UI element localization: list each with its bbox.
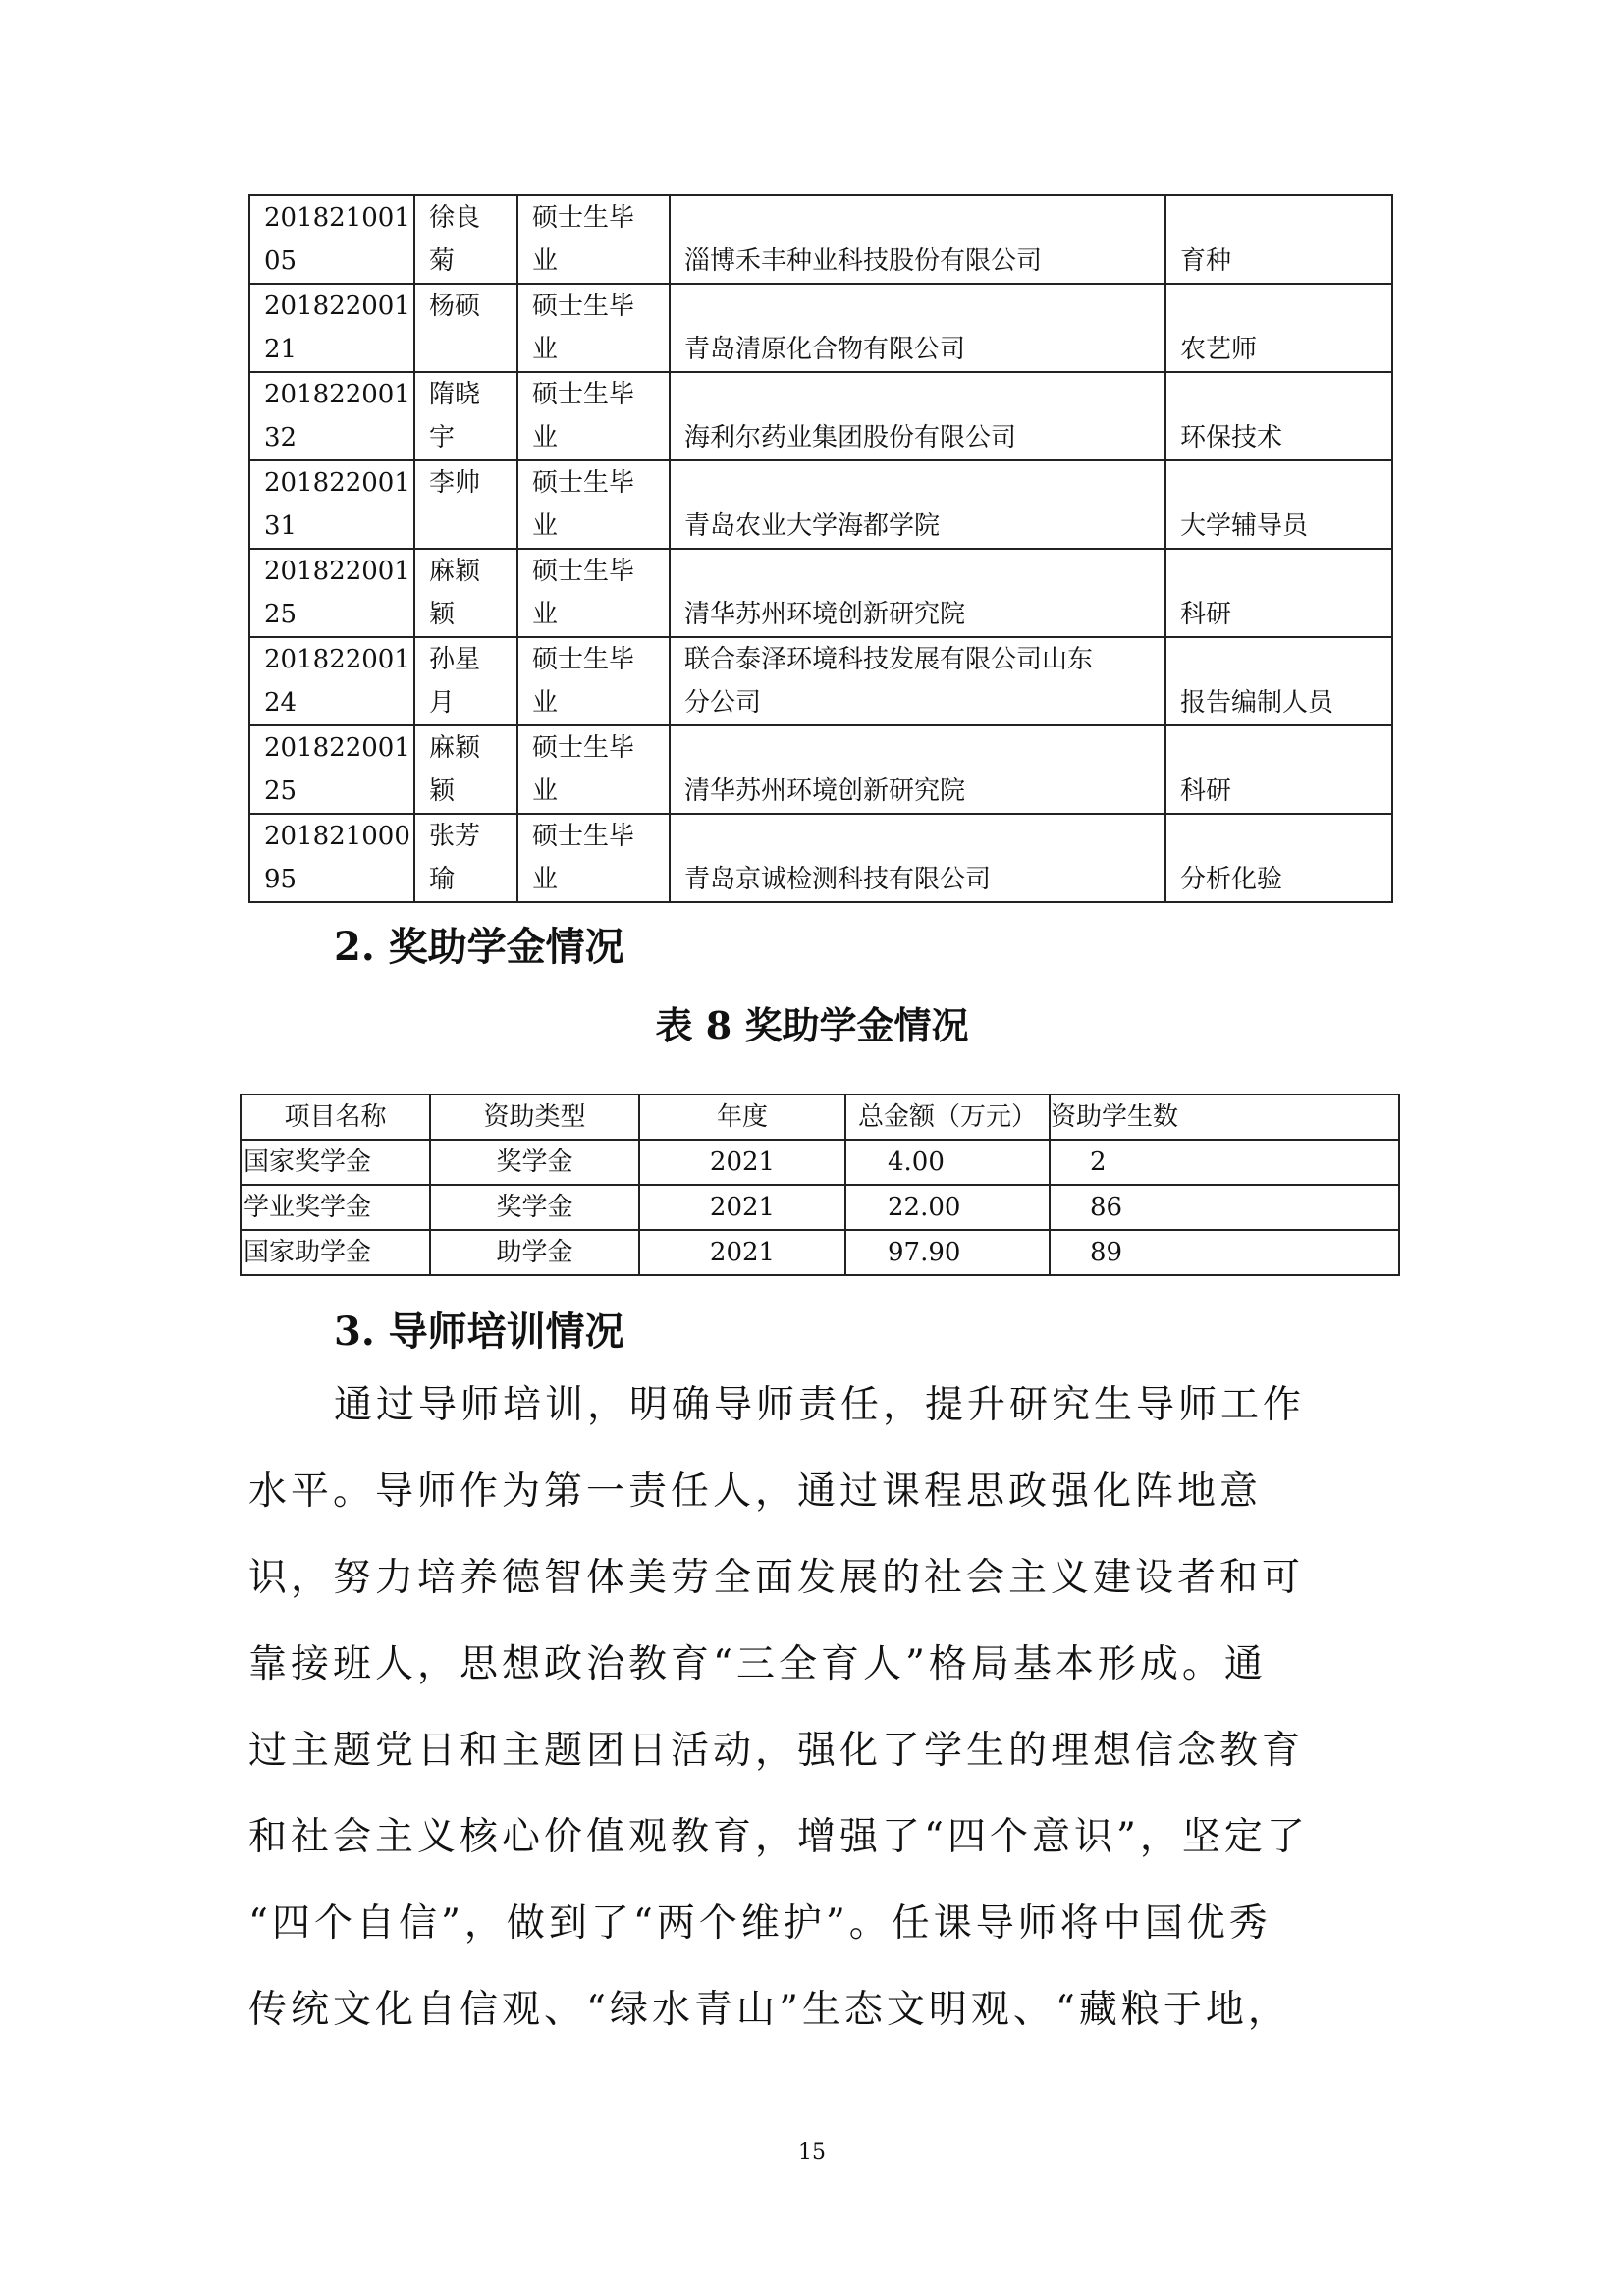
cell-funding-type: 奖学金	[430, 1140, 639, 1185]
cell-name: 李帅	[414, 460, 517, 549]
paragraph-line: 水平。导师作为第一责任人，通过课程思政强化阵地意	[248, 1469, 1263, 1514]
header-total-amount: 总金额（万元）	[845, 1095, 1050, 1140]
cell-year: 2021	[639, 1230, 845, 1275]
cell-project-name: 国家助学金	[241, 1230, 430, 1275]
cell-name: 隋晓 宇	[414, 372, 517, 460]
cell-position: 育种	[1165, 195, 1392, 284]
cell-student-count: 86	[1050, 1185, 1399, 1230]
cell-degree: 硕士生毕 业	[517, 725, 670, 814]
paragraph-line: 识，努力培养德智体美劳全面发展的社会主义建设者和可	[248, 1556, 1305, 1600]
cell-position: 分析化验	[1165, 814, 1392, 902]
cell-position: 科研	[1165, 549, 1392, 637]
header-year: 年度	[639, 1095, 845, 1140]
paragraph-line: 传统文化自信观、“绿水青山”生态文明观、“藏粮于地，	[248, 1988, 1290, 2032]
cell-position: 环保技术	[1165, 372, 1392, 460]
cell-position: 农艺师	[1165, 284, 1392, 372]
cell-student-count: 89	[1050, 1230, 1399, 1275]
cell-name: 麻颖 颖	[414, 549, 517, 637]
cell-degree: 硕士生毕 业	[517, 284, 670, 372]
cell-project-name: 学业奖学金	[241, 1185, 430, 1230]
cell-employer: 淄博禾丰种业科技股份有限公司	[670, 195, 1165, 284]
cell-employer: 清华苏州环境创新研究院	[670, 725, 1165, 814]
table-row	[249, 814, 1392, 902]
cell-name: 麻颖 颖	[414, 725, 517, 814]
cell-degree: 硕士生毕 业	[517, 637, 670, 725]
table-row	[249, 549, 1392, 637]
table-row	[241, 1230, 1399, 1275]
cell-funding-type: 奖学金	[430, 1185, 639, 1230]
table-row	[241, 1185, 1399, 1230]
table-row	[249, 725, 1392, 814]
cell-student-id: 201822001 31	[249, 460, 414, 549]
header-project-name: 项目名称	[241, 1095, 430, 1140]
cell-total-amount: 22.00	[845, 1185, 1050, 1230]
cell-degree: 硕士生毕 业	[517, 195, 670, 284]
cell-degree: 硕士生毕 业	[517, 814, 670, 902]
cell-name: 孙星 月	[414, 637, 517, 725]
cell-year: 2021	[639, 1140, 845, 1185]
section-2-heading: 2. 奖助学金情况	[334, 924, 624, 970]
cell-name: 徐良 菊	[414, 195, 517, 284]
table-header-row	[241, 1095, 1399, 1140]
table-row	[249, 460, 1392, 549]
header-student-count: 资助学生数	[1050, 1095, 1399, 1140]
cell-employer: 海利尔药业集团股份有限公司	[670, 372, 1165, 460]
cell-name: 张芳 瑜	[414, 814, 517, 902]
page-number: 15	[798, 2140, 826, 2164]
cell-total-amount: 97.90	[845, 1230, 1050, 1275]
cell-student-id: 201822001 21	[249, 284, 414, 372]
cell-position: 大学辅导员	[1165, 460, 1392, 549]
cell-degree: 硕士生毕 业	[517, 372, 670, 460]
paragraph-line: 靠接班人，思想政治教育“三全育人”格局基本形成。通	[248, 1642, 1267, 1686]
table-row	[249, 372, 1392, 460]
cell-student-count: 2	[1050, 1140, 1399, 1185]
cell-position: 科研	[1165, 725, 1392, 814]
cell-student-id: 201821000 95	[249, 814, 414, 902]
scholarship-table	[240, 1094, 1400, 1276]
paragraph-line: 过主题党日和主题团日活动，强化了学生的理想信念教育	[248, 1729, 1305, 1773]
cell-name: 杨硕	[414, 284, 517, 372]
cell-year: 2021	[639, 1185, 845, 1230]
cell-employer: 清华苏州环境创新研究院	[670, 549, 1165, 637]
cell-student-id: 201822001 24	[249, 637, 414, 725]
cell-degree: 硕士生毕 业	[517, 460, 670, 549]
cell-student-id: 201822001 25	[249, 725, 414, 814]
paragraph-line: 和社会主义核心价值观教育，增强了“四个意识”，坚定了	[248, 1815, 1309, 1859]
cell-employer: 青岛京诚检测科技有限公司	[670, 814, 1165, 902]
cell-project-name: 国家奖学金	[241, 1140, 430, 1185]
graduate-employment-table	[248, 194, 1393, 903]
cell-funding-type: 助学金	[430, 1230, 639, 1275]
table-row	[249, 195, 1392, 284]
cell-student-id: 201822001 25	[249, 549, 414, 637]
paragraph-line: 通过导师培训，明确导师责任，提升研究生导师工作	[334, 1383, 1306, 1427]
table-row	[241, 1140, 1399, 1185]
cell-student-id: 201821001 05	[249, 195, 414, 284]
cell-position: 报告编制人员	[1165, 637, 1392, 725]
cell-student-id: 201822001 32	[249, 372, 414, 460]
cell-employer: 青岛清原化合物有限公司	[670, 284, 1165, 372]
table-8-caption: 表 8 奖助学金情况	[655, 1003, 969, 1047]
header-funding-type: 资助类型	[430, 1095, 639, 1140]
cell-employer: 联合泰泽环境科技发展有限公司山东 分公司	[670, 637, 1165, 725]
section-3-heading: 3. 导师培训情况	[334, 1308, 624, 1355]
table-row	[249, 637, 1392, 725]
cell-degree: 硕士生毕 业	[517, 549, 670, 637]
table-row	[249, 284, 1392, 372]
cell-employer: 青岛农业大学海都学院	[670, 460, 1165, 549]
cell-total-amount: 4.00	[845, 1140, 1050, 1185]
paragraph-line: “四个自信”，做到了“两个维护”。任课导师将中国优秀	[248, 1901, 1272, 1946]
